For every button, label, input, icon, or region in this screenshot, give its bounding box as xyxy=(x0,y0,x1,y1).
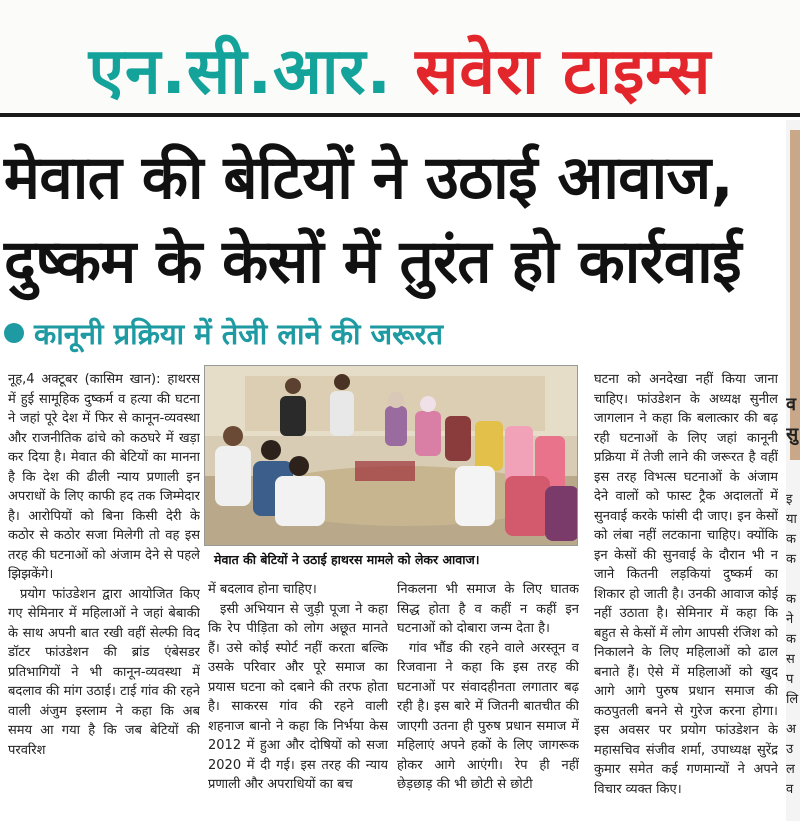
subheadline xyxy=(4,312,443,354)
adjacent-text-fragment: क xyxy=(786,592,796,607)
adjacent-text-fragment: स xyxy=(786,652,795,667)
masthead-part-savera-times: सवेरा टाइम्स xyxy=(415,35,712,109)
adjacent-text-fragment: ने xyxy=(786,612,794,627)
paragraph: घटना को अनदेखा नहीं किया जाना चाहिए। फांउडेशन के अध्यक्ष सुनील जागलान ने कहा कि बलात्कार की बढ़ रही घटनाओं के लिए जहां कानूनी प्रक्रिया में तेजी लाने की जरूरत है वहीं इस तरह विभत्स घटनाओं के अंजाम देने वालों को फास्ट ट्रैक अदालतों में सुनवाई करके फांसी दी जाए। इन केसों को लंबा नहीं लटकाना चाहिए। क्योंकि इन केसों की सुनवाई के दौरान भी न जाने कितनी लड़कियां दुष्कर्म का शिकार हो जाती है। उनकी आवाज कोई नहीं उठाता है। सेमिनार में कहा कि बहुत से केसों में लोग आपसी रंजिश को निकालने के लिए महिलाओं को ढाल बनाते हैं। ऐसे में महिलाओं को खुद आगे आगे पुरुष प्रधान समाज की कठपुतली बनने से गुरेज करना होगा। इस अवसर पर प्रयोग फांउडेशन के महासचिव संजीव शर्मा, उपाध्यक्ष सुरेंद्र कुमार समेत कई गणमान्यों ने अपने विचार व्यक्त किए। xyxy=(594,372,778,797)
bullet-dot-icon xyxy=(4,323,24,343)
adjacent-text-fragment: क xyxy=(786,552,796,567)
article-column-3 xyxy=(397,580,579,815)
article-column-4 xyxy=(594,370,778,815)
subheadline-text: कानूनी प्रक्रिया में तेजी लाने की जरूरत xyxy=(34,316,444,351)
adjacent-text-fragment: अ xyxy=(786,722,796,737)
paragraph: इसी अभियान से जुड़ी पूजा ने कहा कि रेप पीड़िता को लोग अछूत मानते हैं। उसे कोई स्पोर्ट नहीं करता बल्कि उसके परिवार और पूरे समाज का प्रयास घटना को दबाने की तरफ होता है। साकरस गांव की रहने वाली शहनाज बानो ने कहा कि निर्भया केस 2012 में हुआ और दोषियों को सजा 2020 में दी गई। इस तरह की न्याय प्रणाली और अपराधियों का बच xyxy=(208,601,388,792)
adjacent-text-fragment: ल xyxy=(786,762,795,777)
adjacent-text-fragment: सु xyxy=(786,424,799,445)
adjacent-text-fragment: क xyxy=(786,632,796,647)
photo-caption: मेवात की बेटियों ने उठाई हाथरस मामले को लेकर आवाज। xyxy=(214,552,480,567)
meeting-photo-illustration xyxy=(205,366,578,546)
paragraph: प्रयोग फांउडेशन द्वारा आयोजित किए गए सेमिनार में महिलाओं ने जहां बेबाकी के साथ अपनी बात रखी वहीं सेल्फी विद डॉटर फांउडेशन की ब्रांड एंबेसडर प्रतिभागियों ने भी कानून-व्यवस्था में बदलाव की मांग उठाई। टाई गांव की रहने वाली अंजुम इस्लाम ने कहा कि अब समय आ गया है कि जब बेटियों की परवरिश xyxy=(8,586,200,758)
adjacent-text-fragment: क xyxy=(786,532,796,547)
adjacent-text-fragment: प xyxy=(786,672,794,687)
adjacent-text-fragment: या xyxy=(786,512,797,527)
article-column-1 xyxy=(8,370,200,815)
paragraph: नूह,4 अक्टूबर (कासिम खान): हाथरस में हुई सामूहिक दुष्कर्म व हत्या की घटना ने जहां पूरे देश में फिर से कानून-व्यवस्था और राजनीतिक ढांचे को कठघरे में खड़ा कर दिया है। मेवात की बेटियों का मानना है कि देश की ढीली न्याय प्रणाली इन अपराधों के लिए काफी हद तक जिम्मेदार है। आरोपियों को बिना किसी देरी के कठोर से कठोर सजा मिलेगी तो वह इस तरह की घटनाओं को अंजाम देने से पहले झिझकेंगे। xyxy=(8,372,200,582)
headline-line-1: मेवात की बेटियों ने उठाई आवाज, xyxy=(4,143,733,213)
adjacent-text-fragment: इ xyxy=(786,492,793,507)
masthead xyxy=(0,0,800,112)
paragraph: में बदलाव होना चाहिए। xyxy=(208,582,317,597)
adjacent-text-fragment: व xyxy=(786,394,797,415)
adjacent-article-strip xyxy=(786,120,800,821)
masthead-rule xyxy=(0,113,800,117)
adjacent-text-fragment: लि xyxy=(786,692,799,707)
paragraph: गांव भौंड की रहने वाले अरस्तून व रिजवाना ने कहा कि इस तरह की घटनाओं पर संवादहीनता लगातार बढ़ रही है। इस बारे में जितनी बातचीत की जाएगी उतना ही पुरुष प्रधान समाज में महिलाएं अपने हकों के लिए जागरूक होकर आगे आएंगी। रेप ही नहीं छेड़छाड़ की भी छोटी से छोटी xyxy=(397,640,579,792)
adjacent-text-fragment: व xyxy=(786,782,794,797)
masthead-part-ncr: एन.सी.आर. xyxy=(88,35,392,109)
article-column-2 xyxy=(208,580,388,815)
masthead-title xyxy=(0,34,800,110)
news-photo xyxy=(204,365,578,546)
paragraph: निकलना भी समाज के लिए घातक सिद्ध होता है व कहीं न कहीं इन घटनाओं को दोबारा जन्म देता है। xyxy=(397,582,579,636)
adjacent-text-fragment: उ xyxy=(786,742,794,757)
headline-line-2: दुष्कम के केसों में तुरंत हो कार्रवाई xyxy=(4,227,742,297)
